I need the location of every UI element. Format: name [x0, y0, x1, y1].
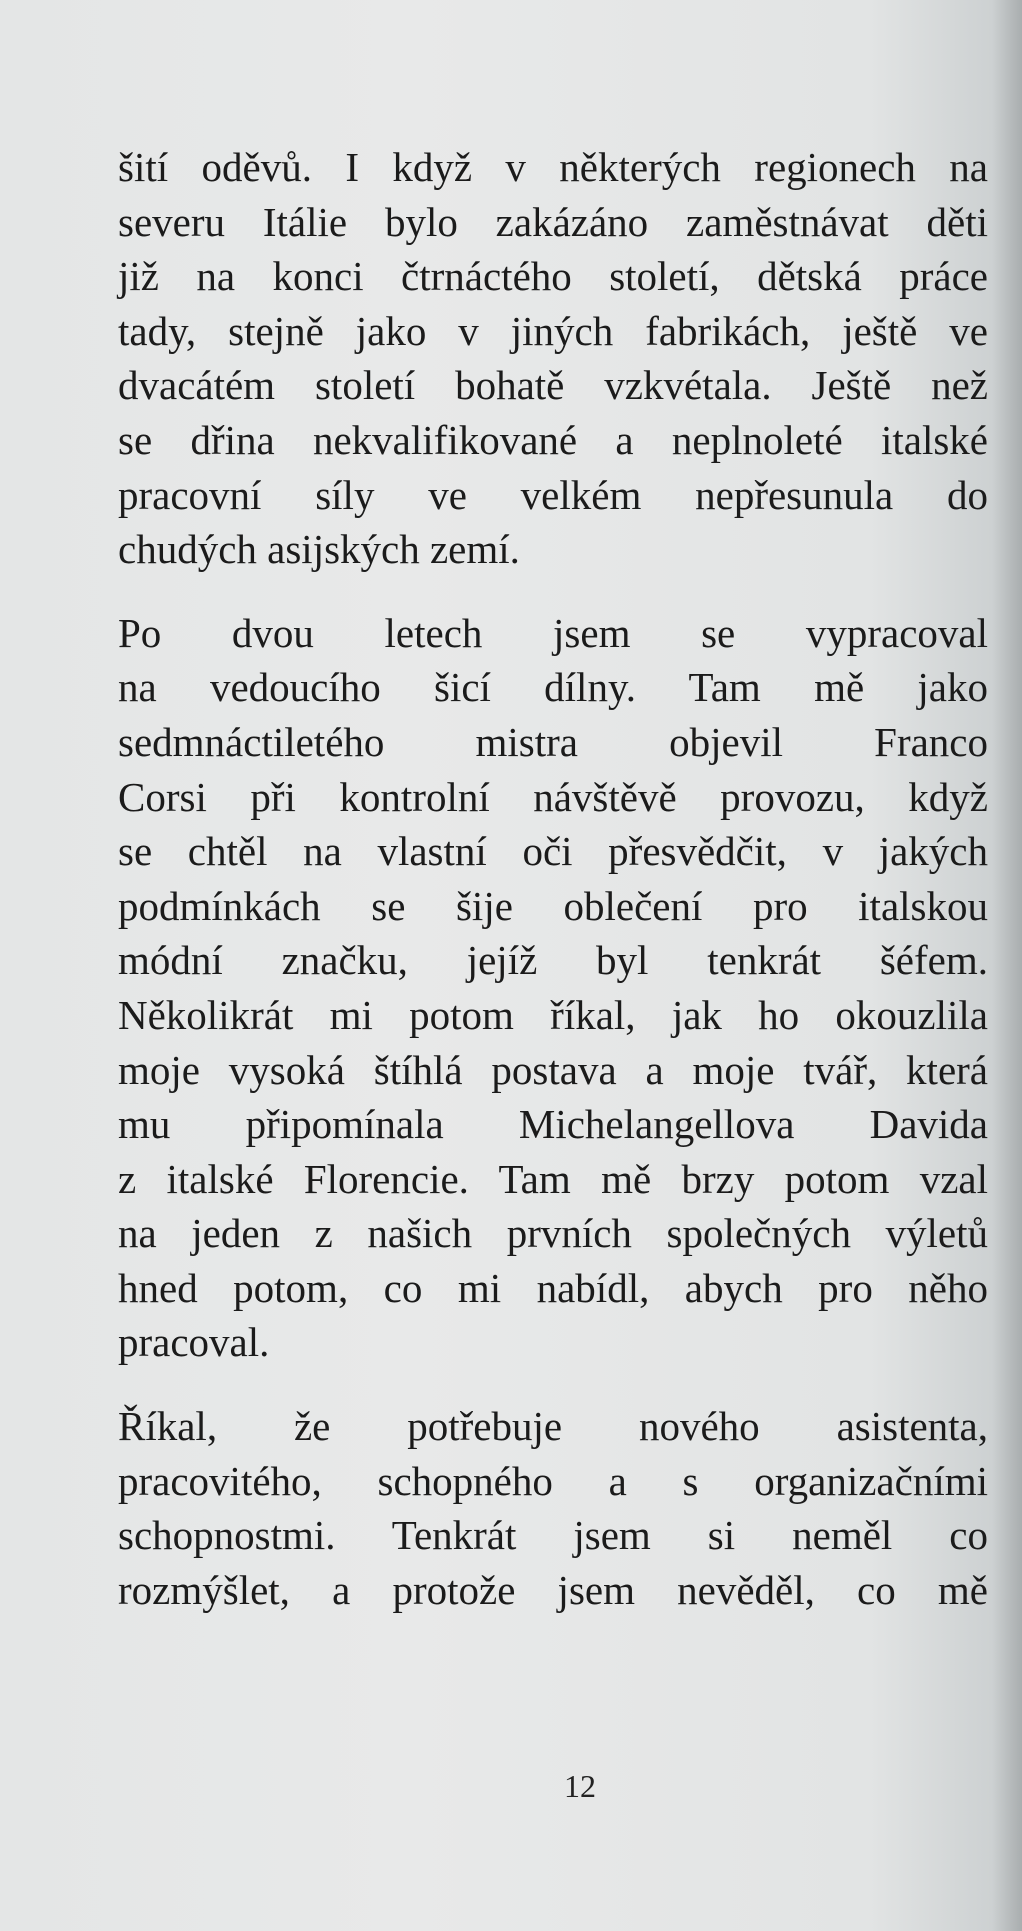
text-line: sedmnáctiletého mistra objevil Franco [118, 718, 988, 765]
paragraph-3 [118, 1399, 988, 1617]
text-line: pracovitého, schopného a s organizačními [118, 1457, 988, 1504]
text-line: se dřina nekvalifikované a neplnoleté italské [118, 416, 988, 463]
text-line: chudých asijských zemí. [118, 526, 520, 573]
text-line: pracovní síly ve velkém nepřesunula do [118, 471, 988, 518]
text-line: již na konci čtrnáctého století, dětská práce [118, 253, 988, 300]
body-text [118, 140, 988, 1617]
text-line: hned potom, co mi nabídl, abych pro něho [118, 1264, 988, 1311]
paragraph-2 [118, 606, 988, 1370]
paragraph-1 [118, 140, 988, 577]
text-line: moje vysoká štíhlá postava a moje tvář, která [118, 1046, 988, 1093]
text-line: Corsi při kontrolní návštěvě provozu, když [118, 773, 988, 820]
text-line: se chtěl na vlastní oči přesvědčit, v jakých [118, 828, 988, 875]
page-number: 12 [564, 1768, 596, 1804]
text-line: Po dvou letech jsem se vypracoval [118, 609, 988, 656]
text-line: na jeden z našich prvních společných výletů [118, 1210, 988, 1257]
text-line: severu Itálie bylo zakázáno zaměstnávat děti [118, 198, 988, 245]
text-line: pracoval. [118, 1319, 270, 1366]
text-line: rozmýšlet, a protože jsem nevěděl, co mě [118, 1566, 988, 1613]
text-line: Několikrát mi potom říkal, jak ho okouzlila [118, 991, 988, 1038]
text-line: Říkal, že potřebuje nového asistenta, [118, 1403, 988, 1450]
text-line: z italské Florencie. Tam mě brzy potom vzal [118, 1155, 988, 1202]
text-line: tady, stejně jako v jiných fabrikách, ještě ve [118, 307, 988, 354]
text-line: na vedoucího šicí dílny. Tam mě jako [118, 664, 988, 711]
text-line: módní značku, jejíž byl tenkrát šéfem. [118, 937, 988, 984]
text-line: mu připomínala Michelangellova Davida [118, 1101, 988, 1148]
text-line: schopnostmi. Tenkrát jsem si neměl co [118, 1512, 988, 1559]
text-line: šití oděvů. I když v některých regionech na [118, 144, 988, 190]
text-line: podmínkách se šije oblečení pro italskou [118, 882, 988, 929]
page-edge-shadow [992, 0, 1022, 1931]
text-line: dvacátém století bohatě vzkvétala. Ještě než [118, 362, 988, 409]
